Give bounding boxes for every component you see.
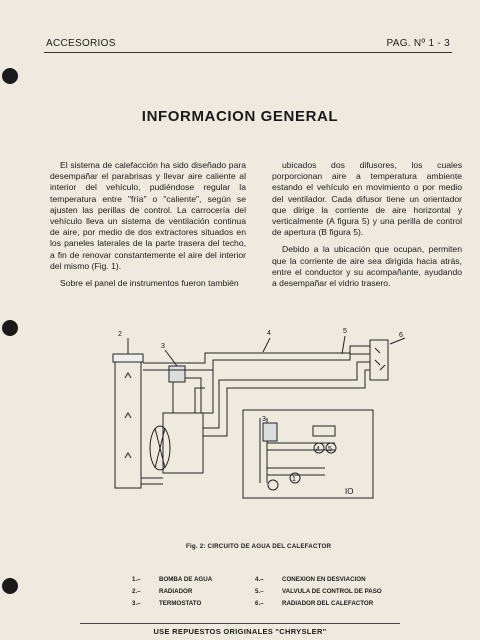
legend-item: 1.– BOMBA DE AGUA [132, 576, 213, 583]
inset-callout-4: 4 [316, 446, 320, 453]
figure-caption: Fig. 2: CIRCUITO DE AGUA DEL CALEFACTOR [186, 543, 332, 550]
legend-item: 2.– RADIADOR [132, 587, 193, 595]
radiator-shape [115, 360, 141, 488]
section-header: ACCESORIOS [46, 38, 116, 49]
callout-4: 4 [267, 330, 271, 337]
legend-item: 4.– CONEXION EN DESVIACION [255, 576, 366, 583]
paragraph: El sistema de calefacción ha sido diseñado para desempañar el parabrisas y llevar aire caliente al interior del vehículo, pudiéndose regular la temperatura entre "fría" o "caliente", según se ajusten las perillas de control. La carrocería del vehículo lleva un sistema de ventilación continua de aire, por medio de dos extractores situados en los paneles laterales de la parte trasera del techo, a fin de renovar constantemente el aire del interior del mismo (Fig. 1). [50, 160, 246, 271]
paragraph: ubicados dos difusores, los cuales porporcionan aire a temperatura ambiente estando el vehículo en movimiento o por medio del ventilador. Cada difusor tiene un orientador que dirige la corriente de aire horizontal y verticalmente (A figura 5) y una perilla de control de apertura (B figura 5). [272, 160, 462, 238]
inset-id: IO [345, 487, 354, 496]
paragraph: Debido a la ubicación que ocupan, permiten que la corriente de aire sea dirigida hacia atrás, entre el conductor y su acompañante, ayudando a desempañar el vidrio trasero. [272, 244, 462, 289]
binder-hole [2, 68, 18, 84]
page-number: PAG. Nº 1 - 3 [386, 38, 450, 49]
heater-circuit-diagram [95, 318, 415, 503]
callout-5: 5 [343, 328, 347, 335]
callout-3: 3 [161, 343, 165, 350]
footer-note: USE REPUESTOS ORIGINALES "CHRYSLER" [153, 627, 327, 636]
binder-hole [2, 578, 18, 594]
inset-callout-1: 1 [292, 476, 296, 483]
legend-left [132, 574, 212, 609]
legend-item: 5.– VALVULA DE CONTROL DE PASO [255, 587, 382, 595]
callout-2: 2 [118, 331, 122, 338]
legend-item: 6.– RADIADOR DEL CALEFACTOR [255, 599, 374, 607]
page-title: INFORMACION GENERAL [141, 108, 339, 125]
text-column-right [272, 160, 462, 295]
binder-hole [2, 320, 18, 336]
paragraph: Sobre el panel de instrumentos fueron también [60, 278, 239, 289]
legend-item: 3.– TERMOSTATO [132, 599, 202, 607]
text-column-left [50, 160, 246, 295]
inset-callout-5: 5 [328, 446, 332, 453]
legend-right [255, 574, 382, 609]
inset-callout-3: 3 [262, 416, 266, 423]
header-divider [44, 52, 452, 53]
footer-divider [80, 623, 400, 624]
callout-6: 6 [399, 332, 403, 339]
